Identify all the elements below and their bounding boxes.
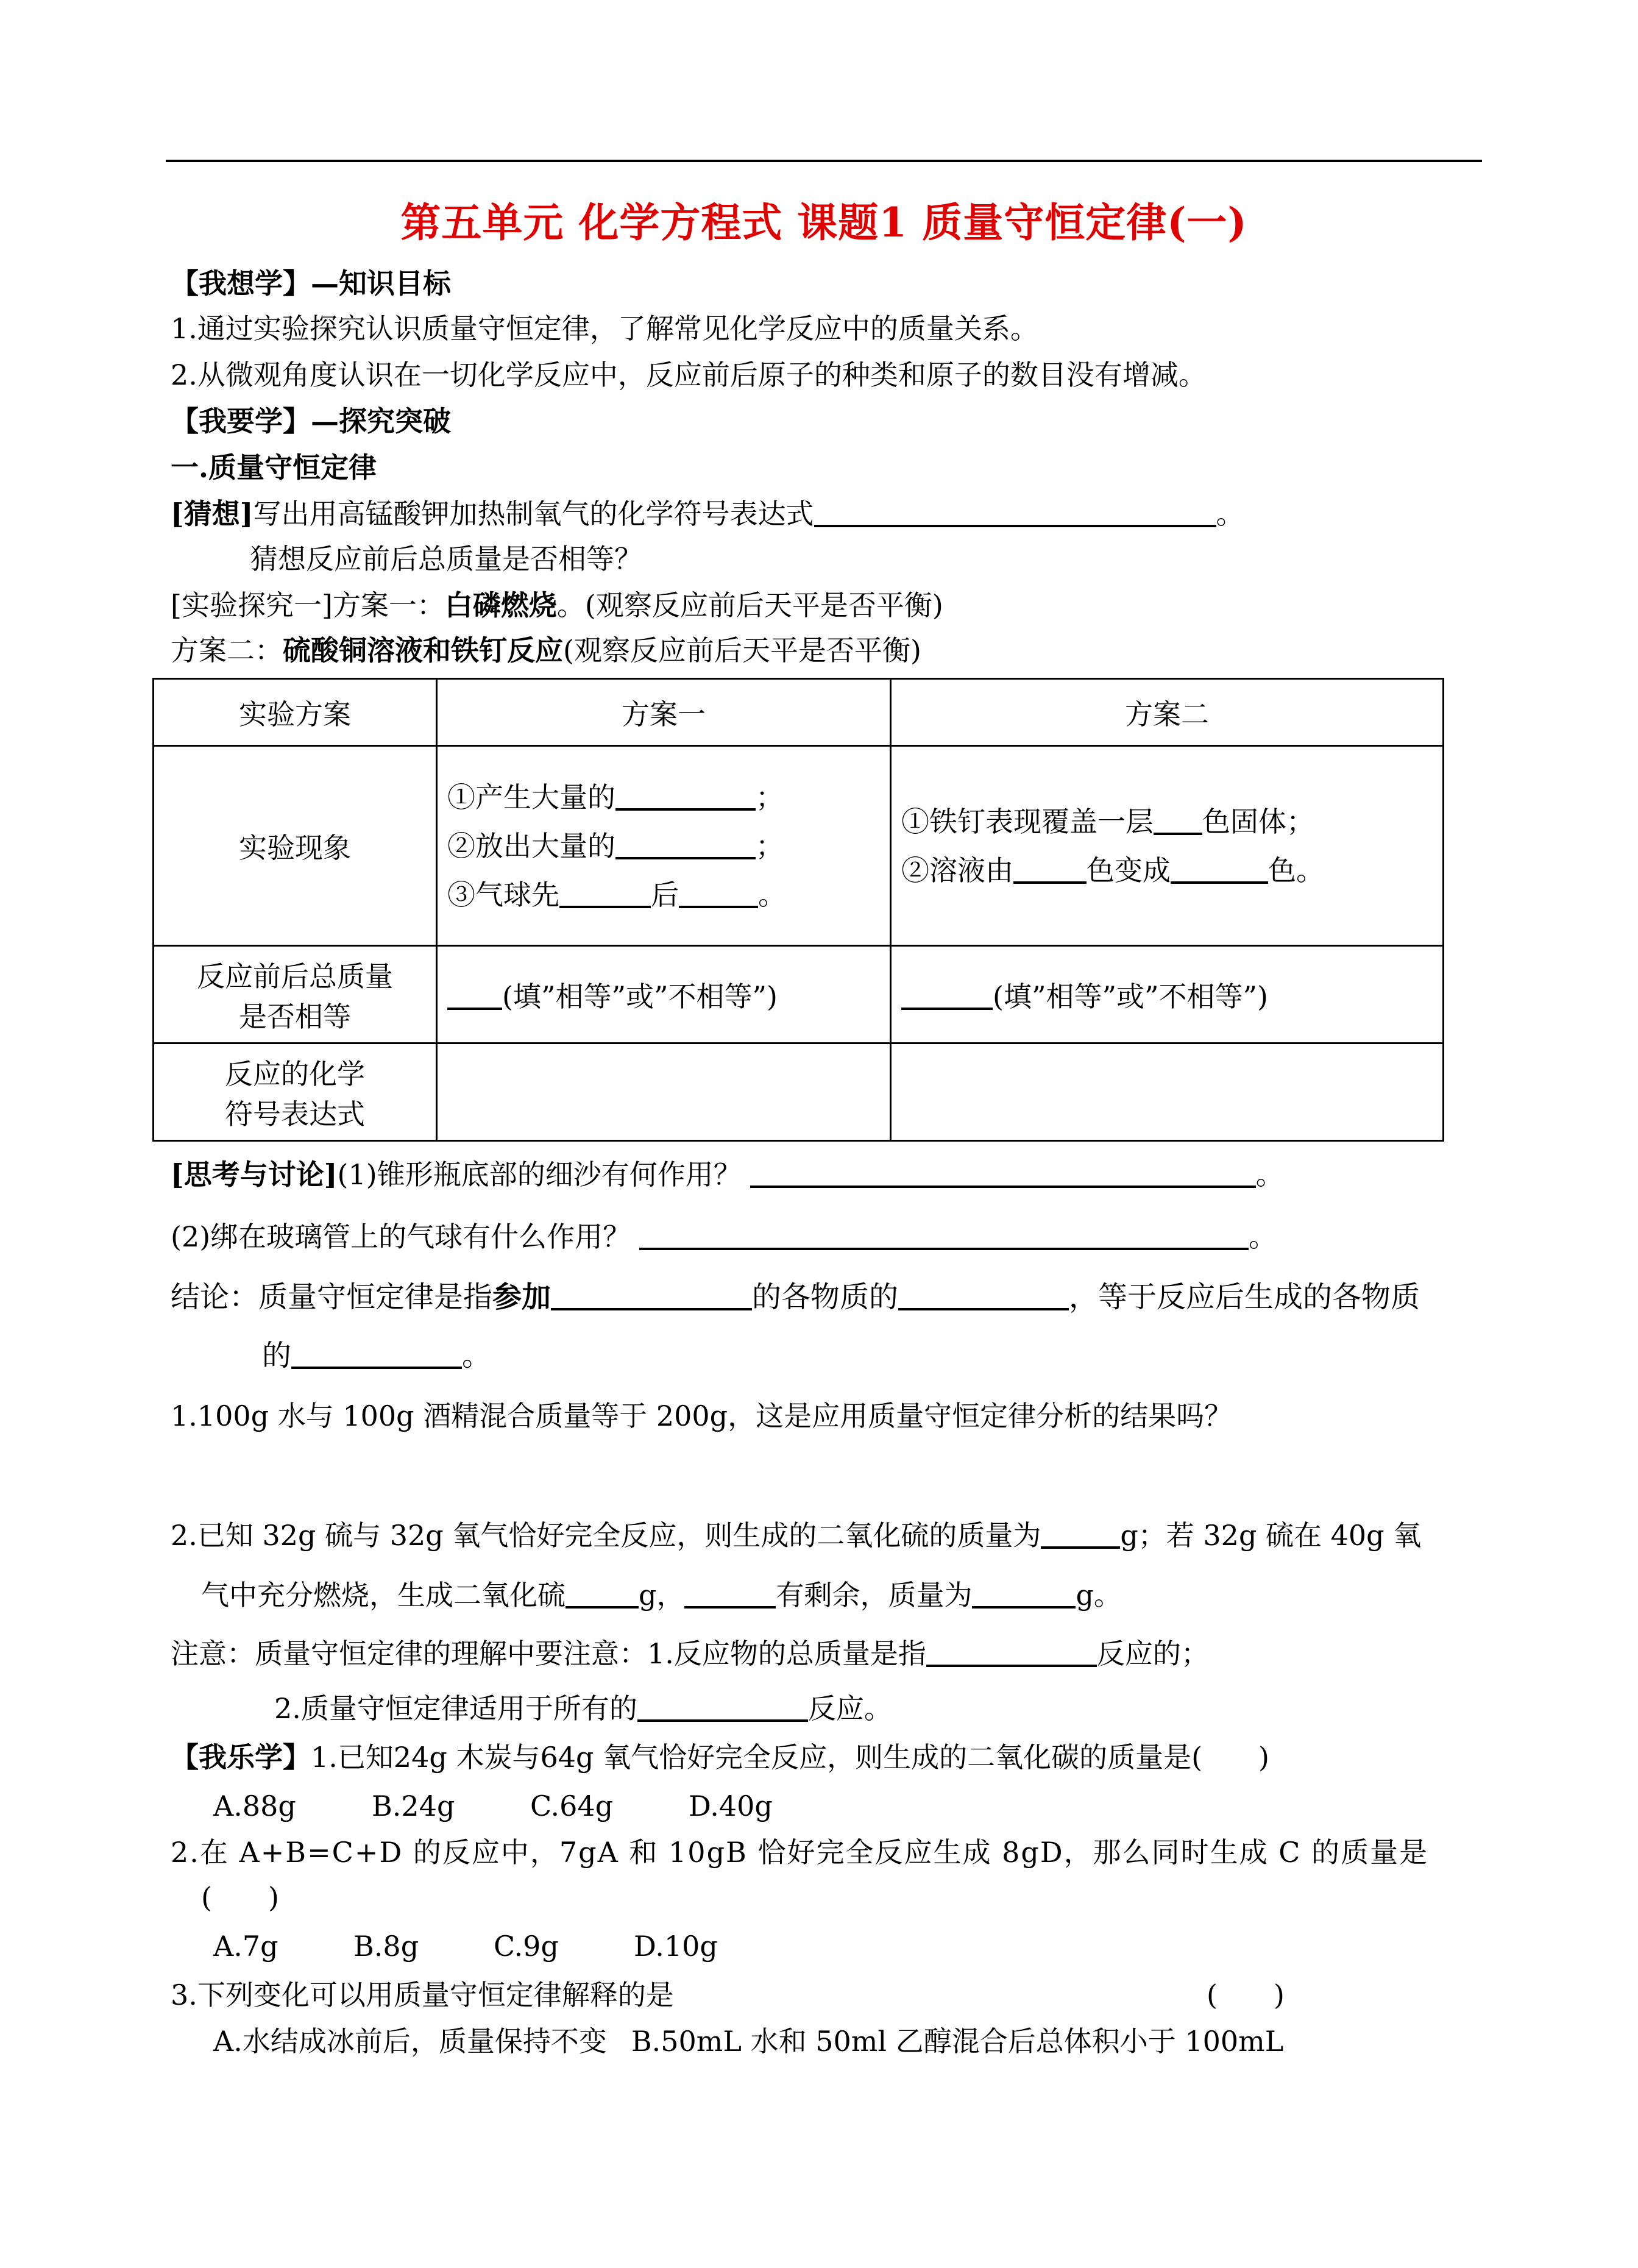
punct: ；: [756, 780, 784, 814]
happy-q1: [171, 1741, 1269, 1774]
note-text: 注意：质量守恒定律的理解中要注意：1.反应物的总质量是指: [171, 1637, 926, 1670]
blank[interactable]: [1013, 856, 1087, 884]
blank[interactable]: [615, 783, 756, 811]
exp-tail2: (观察反应前后天平是否平衡): [563, 634, 921, 667]
blank[interactable]: [684, 1580, 776, 1609]
option[interactable]: B.24g: [372, 1790, 455, 1822]
option[interactable]: C.64g: [530, 1790, 614, 1822]
note-text: 反应的；: [1096, 1637, 1209, 1670]
note-text: 2.质量守恒定律适用于所有的: [274, 1692, 637, 1725]
top-rule: [166, 160, 1482, 162]
blank[interactable]: [447, 982, 502, 1010]
happy-q1-text: 1.已知24g 木炭与64g 氧气恰好完全反应，则生成的二氧化碳的质量是( ): [311, 1741, 1269, 1774]
obs-text: ②放出大量的: [447, 829, 615, 862]
conclusion-bold: 参加: [492, 1280, 551, 1314]
row-label-line: 反应的化学: [225, 1057, 365, 1090]
blank[interactable]: [901, 982, 993, 1010]
row-label-line: 反应前后总质量: [197, 959, 393, 993]
blank[interactable]: [639, 1222, 1249, 1250]
want-heading: 【我想学】—知识目标: [171, 267, 451, 300]
blank[interactable]: [679, 880, 758, 908]
blank[interactable]: [1041, 1521, 1120, 1549]
option[interactable]: A.7g: [213, 1930, 278, 1963]
q2-text: 2.已知 32g 硫与 32g 氧气恰好完全反应，则生成的二氧化硫的质量为: [171, 1519, 1041, 1552]
conclusion-text: ，等于反应后生成的各物质: [1069, 1280, 1420, 1314]
page-title: 第五单元 化学方程式 课题1 质量守恒定律(一): [400, 199, 1247, 246]
think-q2-text: (2)绑在玻璃管上的气球有什么作用？: [171, 1220, 631, 1253]
fill-hint: (填”相等”或”不相等”): [993, 979, 1268, 1013]
option[interactable]: D.40g: [689, 1790, 773, 1822]
punct: ；: [756, 829, 784, 862]
obs-text: ①铁钉表现覆盖一层: [901, 805, 1154, 838]
blank[interactable]: [1171, 856, 1268, 884]
experiment-table: [152, 678, 1444, 1142]
exp-tail1: 。(观察反应前后天平是否平衡): [556, 589, 943, 622]
option[interactable]: C.9g: [494, 1930, 559, 1963]
blank[interactable]: [972, 1580, 1076, 1609]
row-label-line: 符号表达式: [225, 1097, 365, 1131]
conclusion-text: 结论：质量守恒定律是指: [171, 1280, 493, 1314]
table-row: [154, 946, 1444, 1043]
q2-text: g，: [639, 1579, 685, 1612]
table-row: [154, 1043, 1444, 1141]
happy-q2-options: [213, 1930, 774, 1963]
happy-q1-options: [213, 1790, 847, 1823]
blank[interactable]: [566, 1580, 639, 1609]
punct: 。: [1255, 1158, 1284, 1191]
happy-q3-options: [213, 2025, 1283, 2058]
option[interactable]: A.水结成冰前后，质量保持不变: [213, 2025, 607, 2058]
obs-text: 色变成: [1087, 853, 1171, 887]
goal-2: 2.从微观角度认识在一切化学反应中，反应前后原子的种类和原子的数目没有增减。: [171, 358, 1207, 391]
table-row: [154, 679, 1444, 746]
plan2-equation[interactable]: [891, 1043, 1444, 1141]
blank[interactable]: [898, 1282, 1069, 1310]
blank[interactable]: [1154, 807, 1202, 835]
plan1-mass: [437, 946, 891, 1043]
option[interactable]: A.88g: [213, 1790, 296, 1822]
obs-text: ①产生大量的: [447, 780, 615, 814]
exp-prefix: [实验探究一]方案一：: [171, 589, 445, 622]
conclusion-text: 的各物质的: [752, 1280, 899, 1314]
blank[interactable]: [926, 1639, 1097, 1667]
blank[interactable]: [814, 499, 1216, 527]
table-header: 方案一: [437, 679, 891, 746]
exp-plan2: 硫酸铜溶液和铁钉反应: [283, 634, 563, 667]
punct: 。: [1216, 497, 1244, 530]
conclusion-line-2: [262, 1338, 491, 1374]
happy-q3: 3.下列变化可以用质量守恒定律解释的是: [171, 1978, 674, 2011]
exp-plan1: 白磷燃烧: [444, 589, 557, 622]
exp-line-2: [171, 634, 921, 667]
fill-hint: (填”相等”或”不相等”): [502, 979, 778, 1013]
q2-text: g；若 32g 硫在 40g 氧: [1120, 1519, 1422, 1552]
table-header: 实验方案: [154, 679, 437, 746]
note-line-1: [171, 1637, 1209, 1671]
option[interactable]: D.10g: [634, 1930, 718, 1963]
row-label: 实验现象: [154, 746, 437, 946]
blank[interactable]: [615, 831, 756, 859]
learn-heading: 【我要学】—探究突破: [171, 405, 451, 438]
question-1: 1.100g 水与 100g 酒精混合质量等于 200g，这是应用质量守恒定律分析的结果吗？: [171, 1399, 1233, 1432]
guess-text: 写出用高锰酸钾加热制氧气的化学符号表达式: [253, 497, 814, 530]
think-q1: [171, 1158, 1284, 1192]
blank[interactable]: [750, 1160, 1256, 1188]
think-q2: [171, 1220, 1277, 1254]
conclusion-line-1: [171, 1280, 1420, 1315]
row-label: [154, 1043, 437, 1141]
exp-line-1: [171, 589, 943, 622]
guess-line: [171, 497, 1244, 531]
plan2-mass: [891, 946, 1444, 1043]
guess-tag: [猜想]: [171, 497, 254, 530]
happy-heading: 【我乐学】: [171, 1741, 311, 1774]
happy-q2-paren: ( ): [201, 1881, 279, 1914]
table-header: 方案二: [891, 679, 1444, 746]
row-label-line: 是否相等: [239, 1000, 351, 1033]
obs-text: 后: [651, 878, 679, 911]
question-2-line-2: [201, 1579, 1122, 1612]
plan1-observations: [437, 746, 891, 946]
happy-q2: 2.在 A+B=C+D 的反应中，7gA 和 10gB 恰好完全反应生成 8gD，那么同时生成 C 的质量是: [171, 1836, 1429, 1869]
punct: 。: [758, 878, 786, 911]
obs-text: 色固体；: [1202, 805, 1314, 838]
blank[interactable]: [637, 1694, 808, 1722]
obs-text: ②溶液由: [901, 853, 1013, 887]
punct: 。: [462, 1338, 492, 1373]
row-label: [154, 946, 437, 1043]
goal-1: 1.通过实验探究认识质量守恒定律，了解常见化学反应中的质量关系。: [171, 312, 1038, 345]
happy-q3-paren: ( ): [1207, 1978, 1285, 2011]
obs-text: 色。: [1268, 853, 1324, 887]
plan2-observations: [891, 746, 1444, 946]
plan1-equation[interactable]: [437, 1043, 891, 1141]
punct: 。: [1249, 1220, 1277, 1253]
blank[interactable]: [551, 1282, 752, 1310]
question-2-line-1: [171, 1519, 1421, 1552]
q2-text: g。: [1076, 1579, 1122, 1612]
note-text: 反应。: [807, 1692, 892, 1725]
option[interactable]: B.50mL 水和 50ml 乙醇混合后总体积小于 100mL: [631, 2025, 1284, 2058]
exp-prefix2: 方案二：: [171, 634, 283, 667]
section-heading: 一.质量守恒定律: [171, 451, 377, 484]
note-line-2: [274, 1692, 892, 1726]
q2-text: 有剩余，质量为: [776, 1579, 973, 1612]
conclusion-text: 的: [262, 1338, 292, 1373]
q2-text: 气中充分燃烧，生成二氧化硫: [201, 1579, 566, 1612]
obs-text: ③气球先: [447, 878, 559, 911]
guess-question: 猜想反应前后总质量是否相等？: [250, 542, 642, 575]
option[interactable]: B.8g: [353, 1930, 419, 1963]
blank[interactable]: [291, 1341, 462, 1369]
blank[interactable]: [559, 880, 651, 908]
table-row: [154, 746, 1444, 946]
think-tag: [思考与讨论]: [171, 1158, 338, 1191]
think-q1-text: (1)锥形瓶底部的细沙有何作用？: [337, 1158, 742, 1191]
